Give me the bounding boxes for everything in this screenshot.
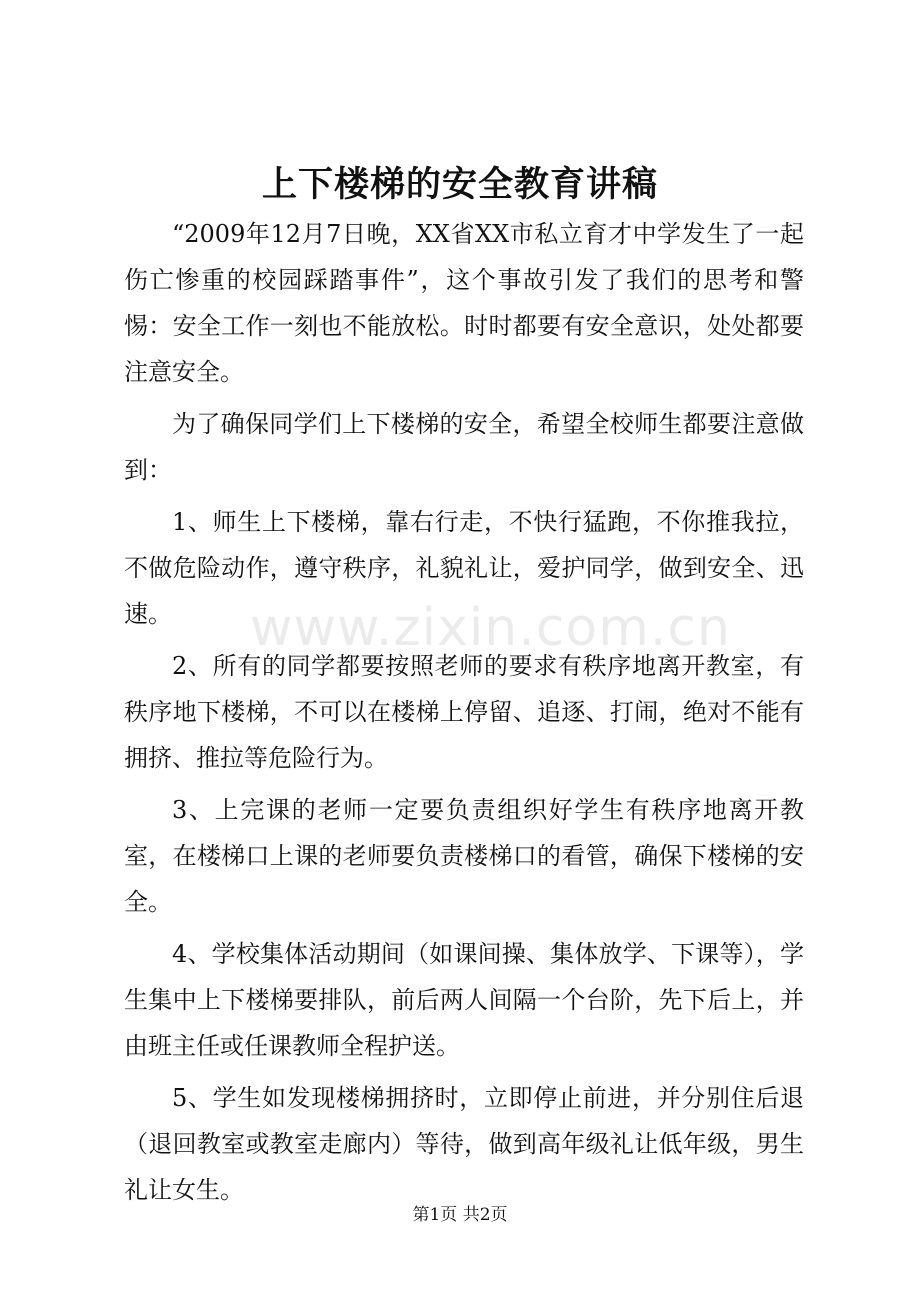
page-footer: 第1页 共2页 bbox=[412, 1205, 508, 1225]
paragraph-intro: “2009年12月7日晚，XX省XX市私立育才中学发生了一起伤亡惨重的校园踩踏事件”，这个事故引发了我们的思考和警惕：安全工作一刻也不能放松。时时都要有安全意识，处处都要注意安全。 bbox=[124, 220, 804, 386]
paragraph-requirement: 为了确保同学们上下楼梯的安全，希望全校师生都要注意做到： bbox=[124, 410, 804, 484]
document-body bbox=[124, 211, 804, 1219]
document-title: 上下楼梯的安全教育讲稿 bbox=[261, 164, 658, 205]
paragraph-rule-3: 3、上完课的老师一定要负责组织好学生有秩序地离开教室，在楼梯口上课的老师要负责楼梯口的看管，确保下楼梯的安全。 bbox=[124, 796, 804, 916]
paragraph-rule-2: 2、所有的同学都要按照老师的要求有秩序地离开教室，有秩序地下楼梯，不可以在楼梯上停留、追逐、打闹，绝对不能有拥挤、推拉等危险行为。 bbox=[124, 652, 804, 772]
paragraph-rule-4: 4、学校集体活动期间（如课间操、集体放学、下课等），学生集中上下楼梯要排队，前后两人间隔一个台阶，先下后上，并由班主任或任课教师全程护送。 bbox=[124, 940, 804, 1060]
paragraph-rule-1: 1、师生上下楼梯，靠右行走，不快行猛跑，不你推我拉，不做危险动作，遵守秩序，礼貌礼让，爱护同学，做到安全、迅速。 bbox=[124, 508, 804, 628]
paragraph-rule-5: 5、学生如发现楼梯拥挤时，立即停止前进，并分别住后退（退回教室或教室走廊内）等待，做到高年级礼让低年级，男生礼让女生。 bbox=[124, 1084, 804, 1204]
watermark: www.zixin.com.cn bbox=[250, 598, 731, 658]
